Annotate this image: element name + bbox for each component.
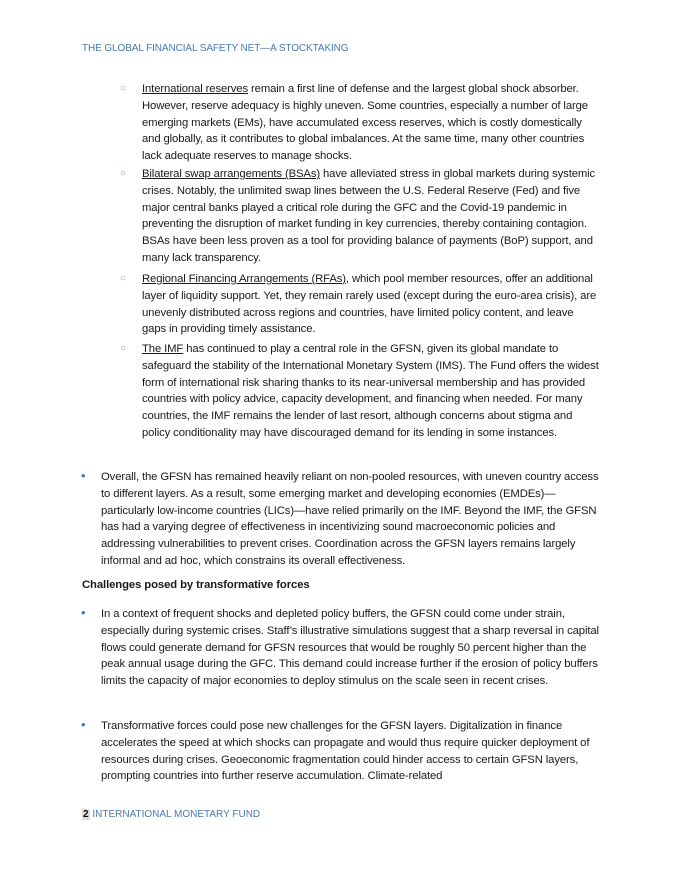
bullet-icon: • (81, 605, 86, 620)
sub-bullet-imf (120, 341, 600, 442)
bullet-icon: • (81, 717, 86, 732)
sub-bullet-text: have alleviated stress in global markets during systemic crises. Notably, the unlimited swap lines between the U.S. Federal Reserve (Fed) and five major central banks played a critical role during the GFC and the Covid-19 pandemic in preventing the disruption of market funding in key currencies, thereby containing contagion. BSAs have been less proven as a tool for providing balance of payments (BoP) support, and many lack transparency. (142, 168, 596, 264)
section-heading: Challenges posed by transformative forces (82, 579, 310, 591)
sub-bullet-text: , which pool member resources, offer an additional layer of liquidity support. Yet, they remain rarely used (except during the euro-area crisis), are unevenly distributed across regions and countries, have limited policy content, and leave gaps in providing timely assistance. (142, 273, 597, 336)
bullet-text: Transformative forces could pose new challenges for the GFSN layers. Digitalization in finance accelerates the speed at which shocks can propagate and would thus require quicker deployment of resources during crises. Geoeconomic fragmentation could hinder access to certain GFSN layers, prompting countries into further reserve accumulation. Climate-related (101, 720, 590, 783)
footer-publisher: INTERNATIONAL MONETARY FUND (92, 809, 261, 820)
sub-bullet-lead: Bilateral swap arrangements (BSAs) (142, 168, 320, 180)
bullet-shocks (81, 605, 599, 690)
page-footer (82, 809, 260, 820)
bullet-text: Overall, the GFSN has remained heavily reliant on non-pooled resources, with uneven country access to different layers. As a result, some emerging market and developing economies (EMDEs)—particularly low-income countries (LICs)—have relied primarily on the IMF. Beyond the IMF, the GFSN has had a varying degree of effectiveness in incentivizing sound macroeconomic policies and addressing vulnerabilities to prevent crises. Coordination across the GFSN layers remains largely informal and ad hoc, which constrains its overall effectiveness. (101, 471, 599, 567)
hollow-bullet-icon: ○ (120, 168, 126, 179)
bullet-transformative (81, 717, 599, 785)
running-header: THE GLOBAL FINANCIAL SAFETY NET—A STOCKTAKING (82, 43, 349, 54)
sub-bullet-text: remain a first line of defense and the largest global shock absorber. However, reserve adequacy is highly uneven. Some countries, especially a number of large emerging markets (EMs), have accumulated excess reserves, which is costly domestically and globally, as it contributes to global imbalances. At the same time, many other countries lack adequate reserves to manage shocks. (142, 83, 588, 162)
hollow-bullet-icon: ○ (120, 83, 126, 94)
sub-bullet-rfas (120, 271, 600, 338)
sub-bullet-lead: International reserves (142, 83, 248, 95)
sub-bullet-text: has continued to play a central role in the GFSN, given its global mandate to safeguard the stability of the International Monetary System (IMS). The Fund offers the widest form of international risk sharing thanks to its near-universal membership and has provided countries with policy advice, capacity development, and financing when needed. For many countries, the IMF remains the lender of last resort, although concerns about stigma and policy conditionality may have discouraged demand for its lending in some instances. (142, 343, 599, 439)
sub-bullet-reserves (120, 81, 600, 165)
bullet-icon: • (81, 468, 86, 483)
sub-bullet-lead: Regional Financing Arrangements (RFAs) (142, 273, 346, 285)
page-number: 2 (83, 809, 89, 820)
sub-bullet-bsas (120, 166, 600, 267)
bullet-text: In a context of frequent shocks and depleted policy buffers, the GFSN could come under strain, especially during systemic crises. Staff’s illustrative simulations suggest that a sharp reversal in capital flows could generate demand for GFSN resources that would be roughly 50 percent higher than the peak annual usage during the GFC. This demand could increase further if the erosion of policy buffers limits the capacity of major economies to deploy stimulus on the scale seen in recent crises. (101, 608, 599, 687)
sub-bullet-lead: The IMF (142, 343, 184, 355)
bullet-overall (81, 468, 599, 570)
hollow-bullet-icon: ○ (120, 273, 126, 284)
hollow-bullet-icon: ○ (120, 343, 126, 354)
